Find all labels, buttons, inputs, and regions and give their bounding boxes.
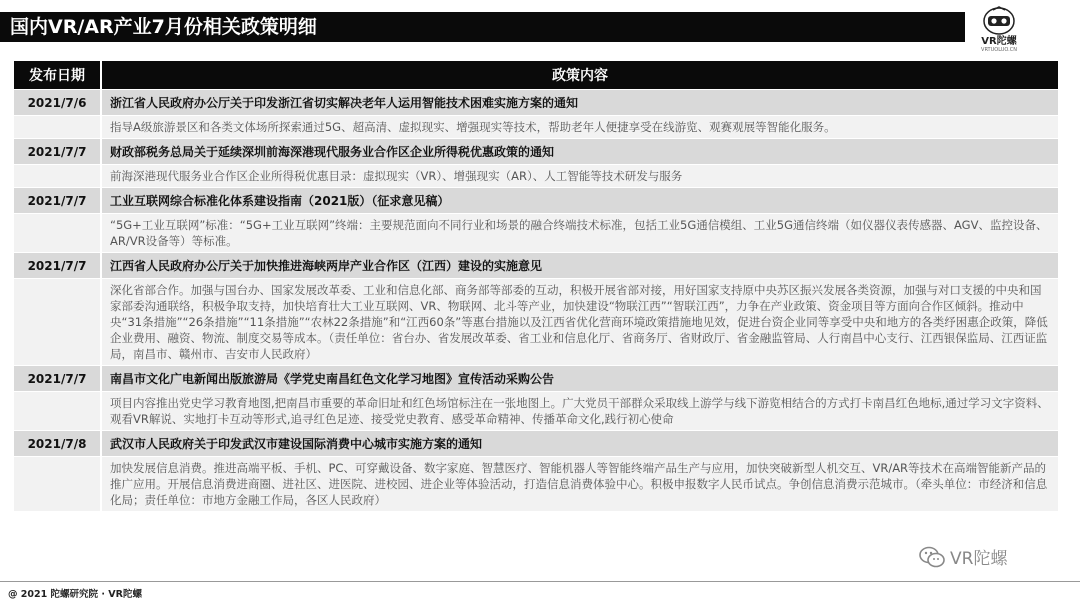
entry-description: “5G+工业互联网”标准：“5G+工业互联网”终端：主要规范面向不同行业和场景的融合终端技术标准，包括工业5G通信模组、工业5G通信终端（如仪器仪表传感器、AGV、监控设备、AR/VR设备等）等标准。 [102, 214, 1058, 252]
policy-entry [14, 139, 1058, 187]
entry-date: 2021/7/7 [14, 139, 100, 164]
policy-entry [14, 366, 1058, 430]
entry-title: 南昌市文化广电新闻出版旅游局《学党史南昌红色文化学习地图》宣传活动采购公告 [102, 366, 1058, 391]
entry-title: 江西省人民政府办公厅关于加快推进海峡两岸产业合作区（江西）建设的实施意见 [102, 253, 1058, 278]
entry-description: 深化省部合作。加强与国台办、国家发展改革委、工业和信息化部、商务部等部委的互动，积极开展省部对接，用好国家支持原中央苏区振兴发展各类资源，加强与对口支援的中央和国家部委沟通联络，积极争取支持，加快培育壮大工业互联网、VR、物联网、北斗等产业，加快建设“物联江西”“智联江西”，力争在产业政策、资金项目等方面向合作区倾斜。推动中央“31条措施”“26条措施”“11条措施”“农林22条措施”和“江西60条”等惠台措施以及江西省优化营商环境政策措施地见效，促进台资企业同等享受中央和地方的各类纾困惠企政策，降低企业费用、融资、物流、制度交易等成本。（责任单位：省台办、省发展改革委、省工业和信息化厅、省商务厅、省财政厅、省金融监管局、人行南昌中心支行、江西银保监局、江西证监局，南昌市、赣州市、吉安市人民政府） [102, 279, 1058, 365]
footer-copyright: @ 2021 陀螺研究院 · VR陀螺 [8, 589, 142, 600]
logo-subtext: VRTUOLUO.CN [981, 47, 1017, 53]
entry-date: 2021/7/8 [14, 431, 100, 456]
vr-headset-icon [982, 6, 1016, 36]
entry-title: 工业互联网综合标准化体系建设指南（2021版）（征求意见稿） [102, 188, 1058, 213]
entry-description: 指导A级旅游景区和各类文体场所探索通过5G、超高清、虚拟现实、增强现实等技术，帮助老年人便捷享受在线游览、观赛观展等智能化服务。 [102, 116, 1058, 138]
entry-date: 2021/7/7 [14, 253, 100, 278]
watermark-text: VR陀螺 [950, 549, 1008, 569]
entry-date: 2021/7/6 [14, 90, 100, 115]
entry-description: 加快发展信息消费。推进高端平板、手机、PC、可穿戴设备、数字家庭、智慧医疗、智能机器人等智能终端产品生产与应用，加快突破新型人机交互、VR/AR等技术在高端智能新产品的推广应用。开展信息消费进商圈、进社区、进医院、进校园、进企业等体验活动，打造信息消费体验中心。积极申报数字人民币试点。争创信息消费示范城市。（牵头单位：市经济和信息化局；责任单位：市地方金融工作局，各区人民政府） [102, 457, 1058, 511]
entry-description: 项目内容推出党史学习教育地图,把南昌市重要的革命旧址和红色场馆标注在一张地图上。广大党员干部群众采取线上游学与线下游览相结合的方式打卡南昌红色地标,通过学习文字资料、观看VR解说、实地打卡互动等形式,追寻红色足迹、接受党史教育、感受革命精神、传播革命文化,践行初心使命 [102, 392, 1058, 430]
entry-date: 2021/7/7 [14, 188, 100, 213]
policy-entry [14, 253, 1058, 365]
brand-logo [970, 6, 1028, 56]
policy-entry [14, 188, 1058, 252]
header-content: 政策内容 [102, 61, 1058, 89]
header-date: 发布日期 [14, 61, 100, 89]
policy-entry [14, 90, 1058, 138]
entry-title: 浙江省人民政府办公厅关于印发浙江省切实解决老年人运用智能技术困难实施方案的通知 [102, 90, 1058, 115]
page-title: 国内VR/AR产业7月份相关政策明细 [0, 12, 965, 42]
logo-text: VR陀螺 [981, 36, 1017, 47]
watermark [918, 544, 1007, 569]
entry-title: 武汉市人民政府关于印发武汉市建设国际消费中心城市实施方案的通知 [102, 431, 1058, 456]
entry-title: 财政部税务总局关于延续深圳前海深港现代服务业合作区企业所得税优惠政策的通知 [102, 139, 1058, 164]
policy-table [14, 61, 1058, 511]
entry-date: 2021/7/7 [14, 366, 100, 391]
entry-description: 前海深港现代服务业合作区企业所得税优惠目录：虚拟现实（VR）、增强现实（AR）、人工智能等技术研发与服务 [102, 165, 1058, 187]
footer-divider [0, 581, 1080, 582]
policy-entry [14, 431, 1058, 511]
wechat-icon [918, 545, 946, 569]
table-header [14, 61, 1058, 89]
